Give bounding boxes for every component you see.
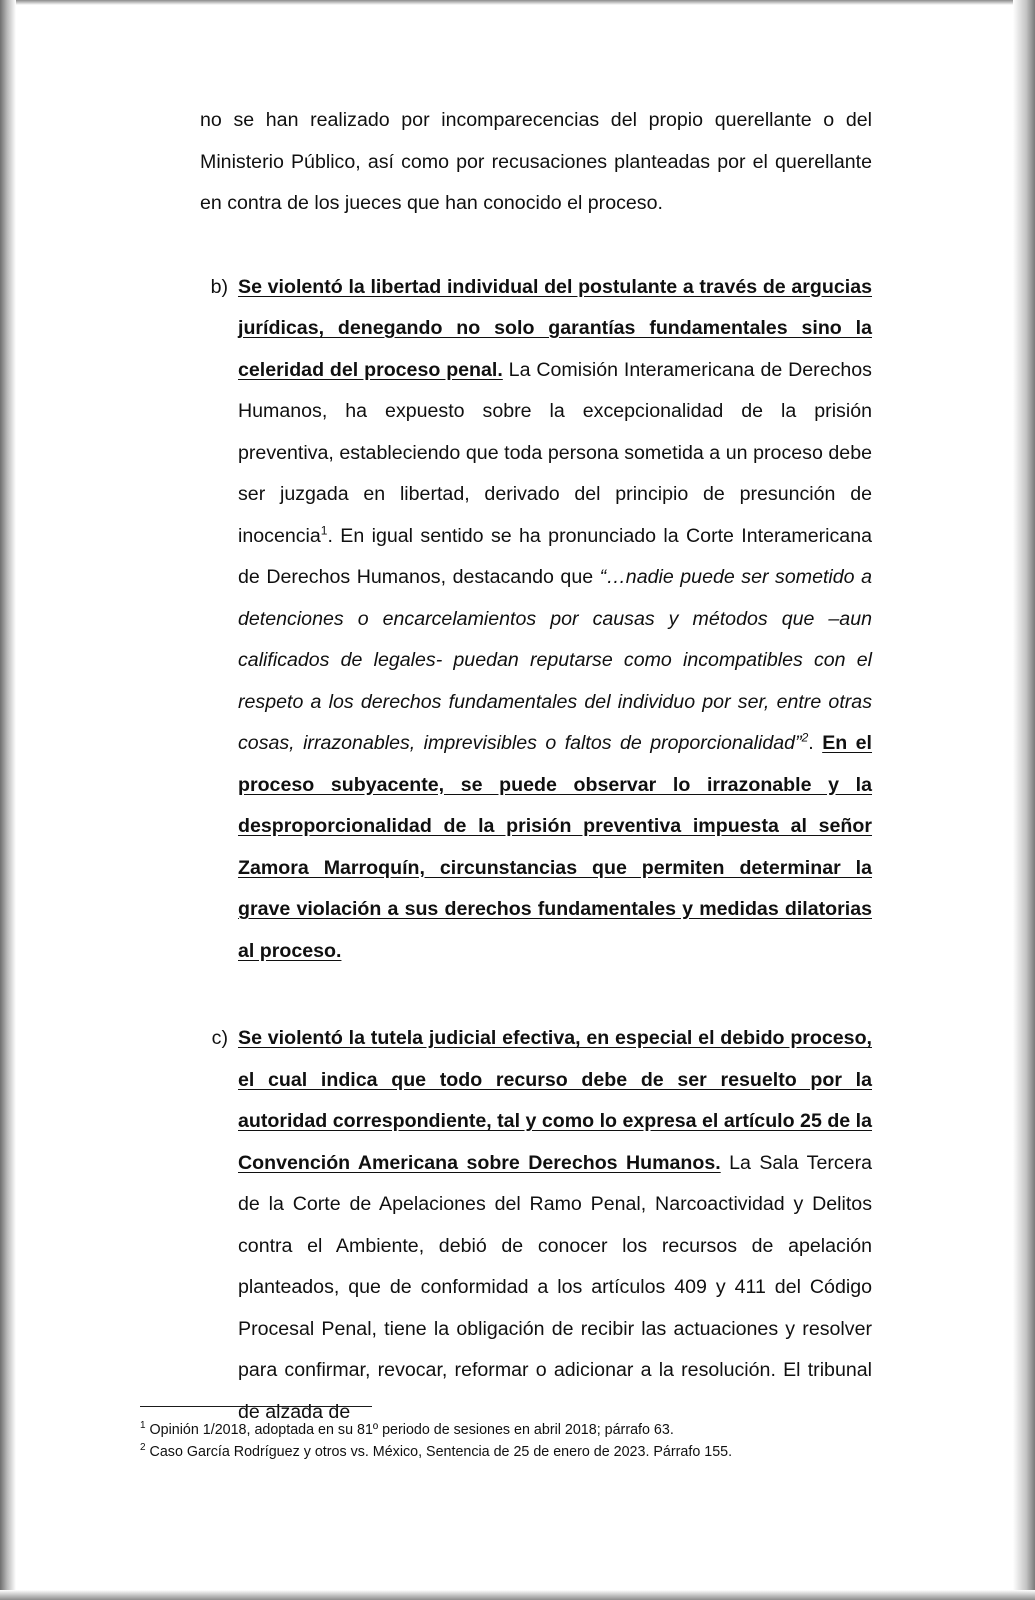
list-marker-c: c): [211, 1027, 228, 1049]
footnote-number-1: 1: [140, 1420, 146, 1432]
list-item: [200, 1018, 872, 1433]
page-edge-left: [0, 0, 16, 1600]
lead-emphasis-b: Se violentó la libertad individual del postulante a través de argucias jurídicas, denegando no solo garantías fundamentales sino la celeridad del proceso penal.: [238, 275, 872, 381]
footnote-area: [140, 1406, 900, 1463]
list-item: [200, 267, 872, 973]
paragraph-spacer: [200, 225, 872, 267]
page-edge-bottom: [0, 1590, 1035, 1600]
footnote-ref-2: 2: [801, 730, 809, 745]
document-body: [200, 100, 872, 1433]
quote-italic-b: “…nadie puede ser sometido a detenciones o encarcelamientos por causas y métodos que –aun calificados de legales- puedan reputarse como incompatibles con el respeto a los derechos fundamentales del individuo por ser, entre otras cosas, irrazonables, imprevisibles o faltos de proporcionalidad”: [238, 566, 872, 754]
body-text-b-1: La Comisión Interamericana de Derechos Humanos, ha expuesto sobre la excepcionalidad de la prisión preventiva, estableciendo que toda persona sometida a un proceso debe ser juzgada en libertad, derivado del principio de presunción de inocencia: [238, 358, 872, 547]
lead-emphasis-c: Se violentó la tutela judicial efectiva, en especial el debido proceso, el cual indica que todo recurso debe de ser resuelto por la autoridad correspondiente, tal y como lo expresa el artículo 25 de la Convención Americana sobre Derechos Humanos.: [238, 1027, 872, 1174]
list-spacer: [200, 972, 872, 1018]
footnote-number-2: 2: [140, 1442, 146, 1454]
footnote-2: [140, 1441, 900, 1463]
list-item-text-b: [238, 267, 872, 973]
footnote-ref-1: 1: [320, 522, 328, 537]
footnote-1: [140, 1419, 900, 1441]
body-text-b-3: .: [808, 732, 823, 754]
paragraph-continuation: no se han realizado por incomparecencias del propio querellante o del Ministerio Público, así como por recusaciones planteadas por el querellante en contra de los jueces que han conocido el proceso.: [200, 109, 872, 214]
list-marker-b: b): [210, 275, 228, 298]
footnote-text-2: Caso García Rodríguez y otros vs. México, Sentencia de 25 de enero de 2023. Párrafo 155.: [145, 1444, 733, 1460]
page-edge-right: [1013, 0, 1035, 1600]
tail-emphasis-b: En el proceso subyacente, se puede observar lo irrazonable y la desproporcionalidad de la prisión preventiva impuesta al señor Zamora Marroquín, circunstancias que permiten determinar la grave violación a sus derechos fundamentales y medidas dilatorias al proceso.: [238, 732, 873, 962]
footnote-text-1: Opinión 1/2018, adoptada en su 81º periodo de sesiones en abril 2018; párrafo 63.: [145, 1422, 674, 1438]
body-text-b-2: . En igual sentido se ha pronunciado la Corte Interamericana de Derechos Humanos, destacando que: [238, 524, 872, 588]
list-item-text-c: [238, 1018, 872, 1433]
page-edge-top: [0, 0, 1035, 5]
footnote-separator: [140, 1406, 372, 1407]
body-text-c-1: La Sala Tercera de la Corte de Apelaciones del Ramo Penal, Narcoactividad y Delitos contra el Ambiente, debió de conocer los recursos de apelación planteados, que de conformidad a los artículos 409 y 411 del Código Procesal Penal, tiene la obligación de recibir las actuaciones y resolver para confirmar, revocar, reformar o adicionar a la resolución. El tribunal de alzada de: [238, 1151, 872, 1423]
